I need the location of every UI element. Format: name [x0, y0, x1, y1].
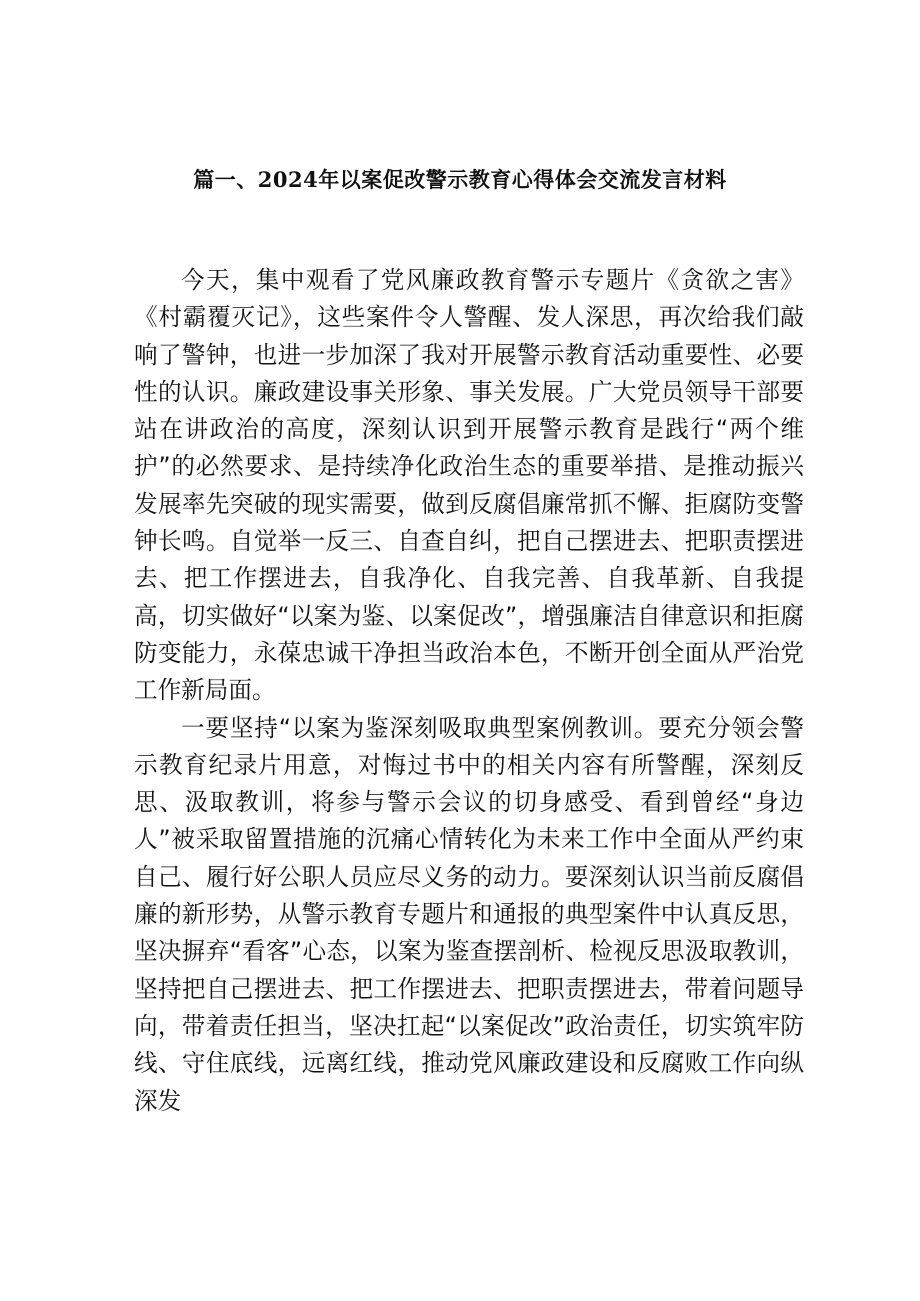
document-body: [134, 262, 804, 1120]
document-title: 篇一、2024年以案促改警示教育心得体会交流发言材料: [193, 167, 727, 192]
paragraph-1: 今天，集中观看了党风廉政教育警示专题片《贪欲之害》《村霸覆灭记》，这些案件令人警醒、发人深思，再次给我们敲响了警钟，也进一步加深了我对开展警示教育活动重要性、必要性的认识。廉政建设事关形象、事关发展。广大党员领导干部要站在讲政治的高度，深刻认识到开展警示教育是践行“两个维护”的必然要求、是持续净化政治生态的重要举措、是推动振兴发展率先突破的现实需要，做到反腐倡廉常抓不懈、拒腐防变警钟长鸣。自觉举一反三、自查自纠，把自己摆进去、把职责摆进去、把工作摆进去，自我净化、自我完善、自我革新、自我提高，切实做好“以案为鉴、以案促改”，增强廉洁自律意识和拒腐防变能力，永葆忠诚干净担当政治本色，不断开创全面从严治党工作新局面。: [134, 266, 804, 705]
paragraph-2: 一要坚持“以案为鉴深刻吸取典型案例教训。要充分领会警示教育纪录片用意，对悔过书中的相关内容有所警醒，深刻反思、汲取教训，将参与警示会议的切身感受、看到曾经“身边人”被采取留置措施的沉痛心情转化为未来工作中全面从严约束自己、履行好公职人员应尽义务的动力。要深刻认识当前反腐倡廉的新形势，从警示教育专题片和通报的典型案件中认真反思，坚决摒弃“看客”心态，以案为鉴查摆剖析、检视反思汲取教训，坚持把自己摆进去、把工作摆进去、把职责摆进去，带着问题导向，带着责任担当，坚决扛起“以案促改”政治责任，切实筑牢防线、守住底线，远离红线，推动党风廉政建设和反腐败工作向纵深发: [134, 713, 804, 1115]
